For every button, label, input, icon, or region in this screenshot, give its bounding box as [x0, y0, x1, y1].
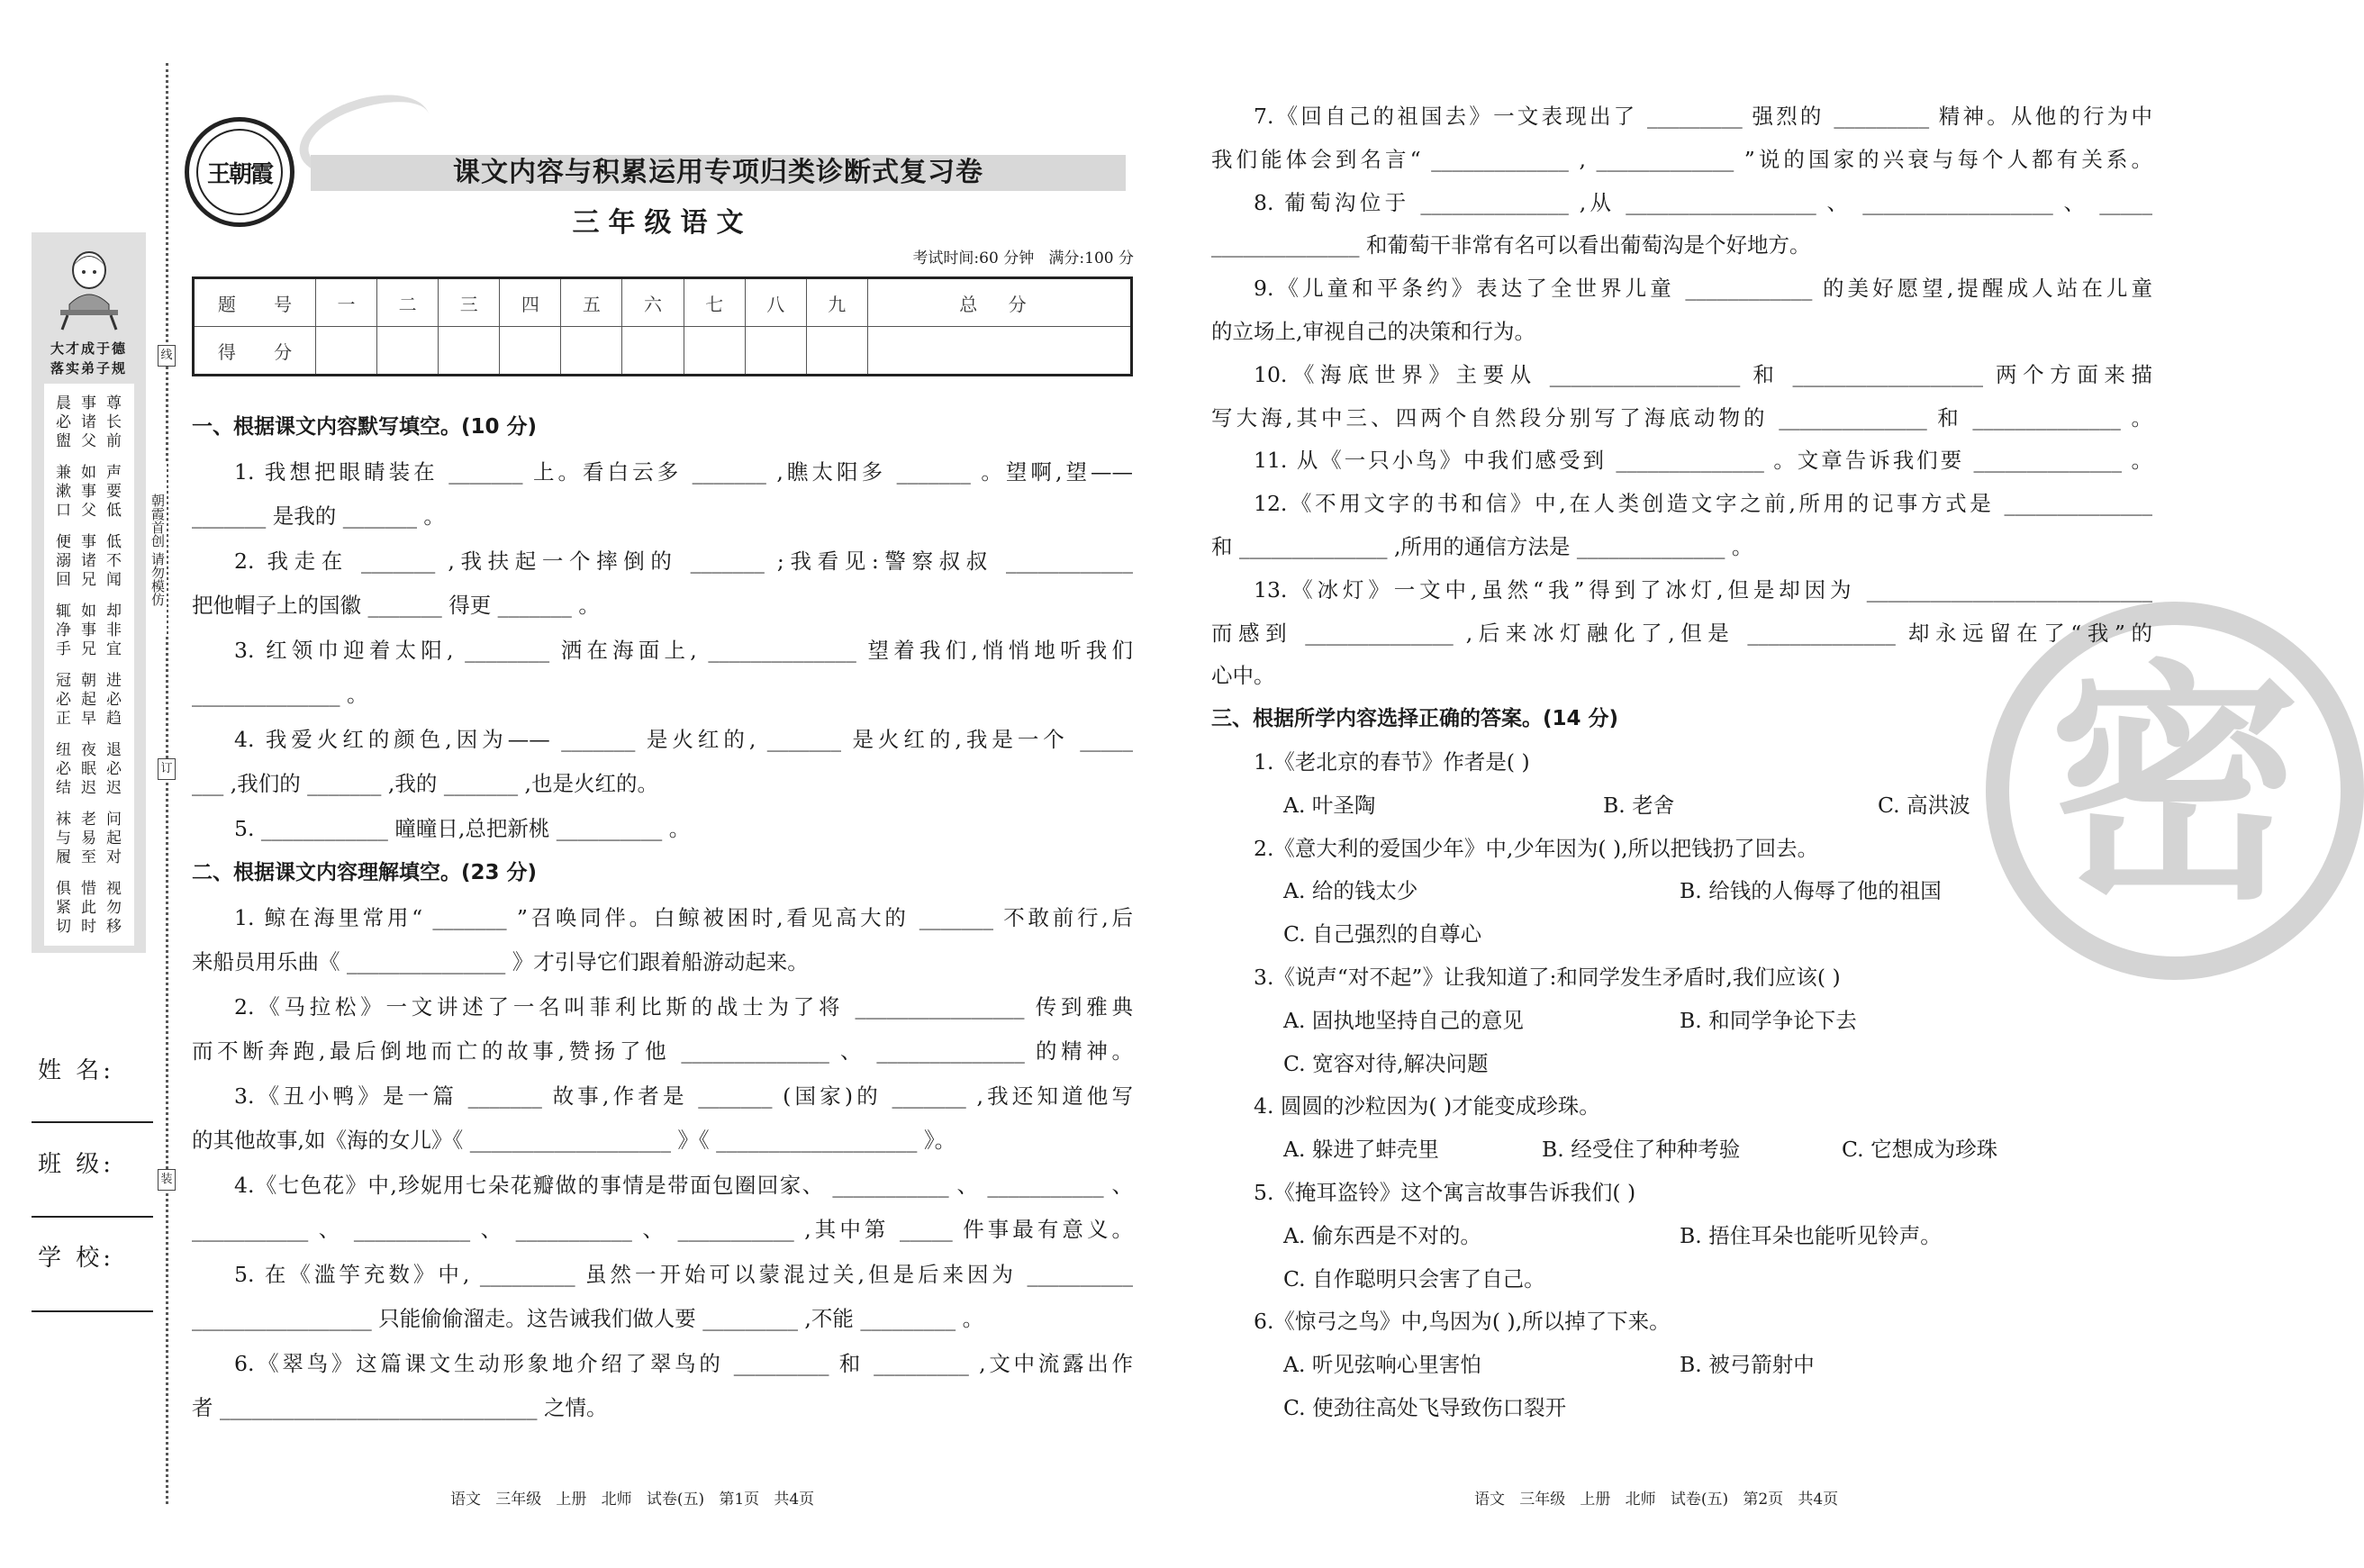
question-line: 和 ______________ ,所用的通信方法是 ______________ 。 — [1211, 533, 1753, 559]
score-cell[interactable] — [561, 327, 622, 376]
school-field[interactable] — [32, 1310, 153, 1312]
binding-mark: 线 — [158, 345, 176, 367]
exam-info: 考试时间:60 分钟 满分:100 分 — [912, 249, 1134, 267]
score-header-cell: 七 — [684, 278, 745, 327]
question-line: 3. 红领巾迎着太阳, ________ 洒在海面上, ______________ 望着我们,悄悄地听我们 — [234, 637, 1133, 663]
verse-row: 兼如声 — [56, 464, 131, 482]
score-header-cell: 五 — [561, 278, 622, 327]
binding-mark: 装 — [158, 1169, 176, 1191]
choice-options — [1211, 1043, 2152, 1086]
score-table-header-row — [194, 278, 1132, 327]
question-line: 13.《冰灯》一文中,虽然“我”得到了冰灯,但是却因为 ___________________________ — [1254, 576, 2152, 603]
question-line: 9.《儿童和平条约》表达了全世界儿童 ____________ 的美好愿望,提醒成人站在儿童 — [1254, 276, 2152, 302]
verse-row: 回兄闻 — [56, 571, 131, 589]
verse-row: 履至对 — [56, 848, 131, 866]
binding-mark: 订 — [158, 758, 176, 780]
question-line: 把他帽子上的国徽 _______ 得更 _______ 。 — [192, 593, 600, 618]
option-c[interactable]: C. 自己强烈的自尊心 — [1283, 921, 1482, 947]
option-a[interactable]: A. 听见弦响心里害怕 — [1283, 1352, 1481, 1378]
choice-options — [1211, 870, 2152, 913]
option-c[interactable]: C. 它想成为珍珠 — [1842, 1137, 1998, 1163]
question-line: 2.《马拉松》一文讲述了一名叫菲利比斯的战士为了将 ________________ 传到雅典 — [234, 993, 1133, 1020]
verse-row: 净事非 — [56, 621, 131, 639]
option-a[interactable]: A. 给的钱太少 — [1283, 878, 1418, 904]
question-line: 1. 我想把眼睛装在 _______ 上。看白云多 _______ ,瞧太阳多 _______ 。望啊,望—— — [234, 458, 1133, 485]
name-label: 姓 名: — [38, 1057, 115, 1084]
question-line: 8. 葡萄沟位于 ______________ ,从 __________________ 、 __________________ 、 _____ — [1254, 189, 2152, 215]
verse-row: 盥父前 — [56, 432, 131, 450]
question-line: ___ ,我们的 _______ ,我的 _______ ,也是火红的。 — [192, 771, 659, 796]
option-b[interactable]: B. 给钱的人侮辱了他的祖国 — [1680, 878, 1942, 904]
score-header-cell: 九 — [806, 278, 867, 327]
choice-options — [1211, 1128, 2152, 1172]
verse-row: 与易起 — [56, 829, 131, 847]
question-line: 11. 从《一只小鸟》中我们感受到 ______________ 。文章告诉我们要 ______________ 。 — [1254, 448, 2152, 474]
option-b[interactable]: B. 和同学争论下去 — [1680, 1007, 1857, 1033]
student-illustration — [57, 241, 122, 331]
question-line: 4.《七色花》中,珍妮用七朵花瓣做的事情是带面包圈回家、 ___________ 、 ___________ 、 — [234, 1172, 1133, 1198]
question-line: 1. 鲸在海里常用“ _______ ”召唤同伴。白鲸被困时,看见高大的 _______ 不敢前行,后 — [234, 904, 1133, 930]
verses-box — [44, 384, 134, 946]
score-cell[interactable] — [377, 327, 439, 376]
sidebar-panel — [32, 232, 146, 953]
choice-options — [1211, 784, 2152, 828]
option-b[interactable]: B. 经受住了种种考验 — [1542, 1137, 1741, 1163]
score-header-cell: 总 分 — [867, 278, 1131, 327]
score-cell[interactable] — [745, 327, 806, 376]
watermark-glyph: 密 — [2049, 640, 2301, 934]
score-header-cell: 二 — [377, 278, 439, 327]
choice-options — [1211, 1000, 2152, 1043]
slogan-line: 落实弟子规 — [50, 360, 127, 376]
question-line: 我们能体会到名言“ _____________ , _____________ ”说的国家的兴衰与每个人都有关系。 — [1211, 146, 2152, 172]
verse-row: 冠朝进 — [56, 672, 131, 690]
slogan-line: 大才成于德 — [50, 340, 127, 357]
page-subtitle: 三年级语文 — [572, 207, 753, 239]
score-cell[interactable] — [500, 327, 561, 376]
score-cell[interactable] — [684, 327, 745, 376]
choice-question: 4. 圆圆的沙粒因为( )才能变成珍珠。 — [1254, 1093, 1600, 1119]
name-field[interactable] — [32, 1121, 153, 1123]
question-line: 写大海,其中三、四两个自然段分别写了海底动物的 ______________ 和 ______________ 。 — [1211, 404, 2152, 431]
question-line: 的立场上,审视自己的决策和行为。 — [1211, 318, 1535, 344]
verse-row: 必眠必 — [56, 760, 131, 778]
verse-row: 俱惜视 — [56, 880, 131, 898]
verse-row: 纽夜退 — [56, 741, 131, 759]
option-c[interactable]: C. 高洪波 — [1878, 792, 1970, 818]
page-footer: 语文 三年级 上册 北师 试卷(五) 第1页 共4页 — [450, 1491, 815, 1509]
option-a[interactable]: A. 固执地坚持自己的意见 — [1283, 1007, 1524, 1033]
verse-row: 紧此勿 — [56, 899, 131, 917]
option-b[interactable]: B. 被弓箭射中 — [1680, 1352, 1815, 1378]
question-line: 而感到 ______________ ,后来冰灯融化了,但是 ______________ 却永远留在了“我”的 — [1211, 620, 2152, 646]
option-a[interactable]: A. 叶圣陶 — [1283, 792, 1376, 818]
question-line: 5. ____________ 曈曈日,总把新桃 __________ 。 — [234, 815, 691, 841]
right-column — [1211, 95, 2152, 1430]
question-line: ______________ 。 — [192, 682, 368, 707]
question-line: 而不断奔跑,最后倒地而亡的故事,赞扬了他 ______________ 、 ______________ 的精神。 — [192, 1038, 1133, 1064]
question-line: ___________ 、 ___________ 、 ___________ 、 ___________ ,其中第 _____ 件事最有意义。 — [192, 1217, 1133, 1242]
school-label: 学 校: — [38, 1245, 115, 1272]
question-line: _______ 是我的 _______ 。 — [192, 503, 445, 529]
score-header-cell: 一 — [316, 278, 377, 327]
score-header-cell: 六 — [622, 278, 684, 327]
question-line: 7.《回自己的祖国去》一文表现出了 _________ 强烈的 _________ 精神。从他的行为中 — [1254, 104, 2152, 129]
score-header-cell: 题 号 — [194, 278, 316, 327]
question-line: ______________ 和葡萄干非常有名可以看出葡萄沟是个好地方。 — [1211, 232, 1811, 258]
verse-row: 袜老问 — [56, 811, 131, 829]
option-c[interactable]: C. 自作聪明只会害了自己。 — [1283, 1265, 1545, 1292]
choice-question: 3.《说声“对不起”》让我知道了:和同学发生矛盾时,我们应该( ) — [1254, 964, 1841, 990]
question-line: 12.《不用文字的书和信》中,在人类创造文字之前,所用的记事方式是 ______________ — [1254, 491, 2152, 517]
verse-row: 溺诸不 — [56, 552, 131, 570]
verse-row: 正早趋 — [56, 710, 131, 728]
verse-row: 必起必 — [56, 691, 131, 709]
choice-question: 1.《老北京的春节》作者是( ) — [1254, 748, 1530, 775]
choice-question: 6.《惊弓之鸟》中,鸟因为( ),所以掉了下来。 — [1254, 1309, 1671, 1335]
score-table-score-row — [194, 327, 1132, 376]
score-cell[interactable] — [806, 327, 867, 376]
section-heading: 二、根据课文内容理解填空。(23 分) — [192, 861, 538, 884]
choice-question: 2.《意大利的爱国少年》中,少年因为( ),所以把钱扔了回去。 — [1254, 835, 1819, 861]
question-line: 3.《丑小鸭》是一篇 _______ 故事,作者是 _______ (国家)的 _______ ,我还知道他写 — [234, 1083, 1133, 1109]
class-label: 班 级: — [38, 1151, 115, 1178]
left-column — [192, 405, 1133, 1431]
option-a[interactable]: A. 躲进了蚌壳里 — [1283, 1137, 1439, 1163]
page-footer: 语文 三年级 上册 北师 试卷(五) 第2页 共4页 — [1474, 1491, 1839, 1509]
page-title: 课文内容与积累运用专项归类诊断式复习卷 — [453, 157, 983, 188]
verse-row: 手兄宜 — [56, 640, 131, 658]
verse-row: 结迟迟 — [56, 779, 131, 797]
score-row-label: 得 分 — [194, 327, 316, 376]
question-line: 的其他故事,如《海的女儿》《 ___________________ 》《 ___________________ 》。 — [192, 1128, 956, 1153]
choice-options — [1211, 913, 2152, 956]
option-c[interactable]: C. 宽容对待,解决问题 — [1283, 1050, 1489, 1076]
verse-row: 晨事尊 — [56, 394, 131, 412]
score-header-cell: 八 — [745, 278, 806, 327]
choice-options — [1211, 1215, 2152, 1258]
question-line: 6.《翠鸟》这篇课文生动形象地介绍了翠鸟的 _________ 和 _________ ,文中流露出作 — [234, 1350, 1133, 1376]
cut-line — [166, 63, 168, 1504]
section-heading: 一、根据课文内容默写填空。(10 分) — [192, 415, 538, 439]
choice-question: 5.《掩耳盗铃》这个寓言故事告诉我们( ) — [1254, 1179, 1636, 1205]
verse-row: 切时移 — [56, 918, 131, 936]
score-header-cell: 四 — [500, 278, 561, 327]
verse-row: 辄如却 — [56, 603, 131, 621]
option-c[interactable]: C. 使劲往高处飞导致伤口裂开 — [1283, 1394, 1567, 1420]
question-line: 2. 我走在 _______ ,我扶起一个摔倒的 _______ ;我看见:警察叔叔 ____________ — [234, 548, 1133, 574]
verse-row: 漱事要 — [56, 483, 131, 501]
question-line: 心中。 — [1211, 663, 1275, 689]
score-table — [192, 276, 1133, 376]
choice-options — [1211, 1344, 2152, 1387]
score-cell[interactable] — [439, 327, 500, 376]
choice-options — [1211, 1387, 2152, 1430]
option-b[interactable]: B. 捂住耳朵也能听见铃声。 — [1680, 1222, 1942, 1248]
section-heading: 三、根据所学内容选择正确的答案。(14 分) — [1211, 707, 1619, 731]
score-cell[interactable] — [867, 327, 1131, 376]
question-line: 5. 在《滥竽充数》中, _________ 虽然一开始可以蒙混过关,但是后来因为 __________ — [234, 1261, 1133, 1287]
verse-row: 便事低 — [56, 533, 131, 551]
class-field[interactable] — [32, 1216, 153, 1218]
score-header-cell: 三 — [439, 278, 500, 327]
question-line: 10.《海底世界》主要从 __________________ 和 __________________ 两个方面来描 — [1254, 361, 2152, 387]
question-line: 来船员用乐曲《 _______________ 》才引导它们跟着船游动起来。 — [192, 949, 809, 974]
margin-note: 朝霞首创 请勿模仿 — [147, 464, 167, 635]
score-cell[interactable] — [316, 327, 377, 376]
option-a[interactable]: A. 偷东西是不对的。 — [1283, 1222, 1481, 1248]
question-line: 者 ______________________________ 之情。 — [192, 1395, 608, 1420]
logo-text: 王朝霞 — [206, 161, 272, 188]
choice-options — [1211, 1258, 2152, 1301]
verse-row: 必诸长 — [56, 413, 131, 431]
verse-row: 口父低 — [56, 502, 131, 520]
question-line: _________________ 只能偷偷溜走。这告诫我们做人要 _________ ,不能 _________ 。 — [192, 1306, 984, 1331]
score-cell[interactable] — [622, 327, 684, 376]
question-line: 4. 我爱火红的颜色,因为—— _______ 是火红的, _______ 是火红的,我是一个 _____ — [234, 726, 1133, 752]
option-b[interactable]: B. 老舍 — [1603, 792, 1675, 818]
